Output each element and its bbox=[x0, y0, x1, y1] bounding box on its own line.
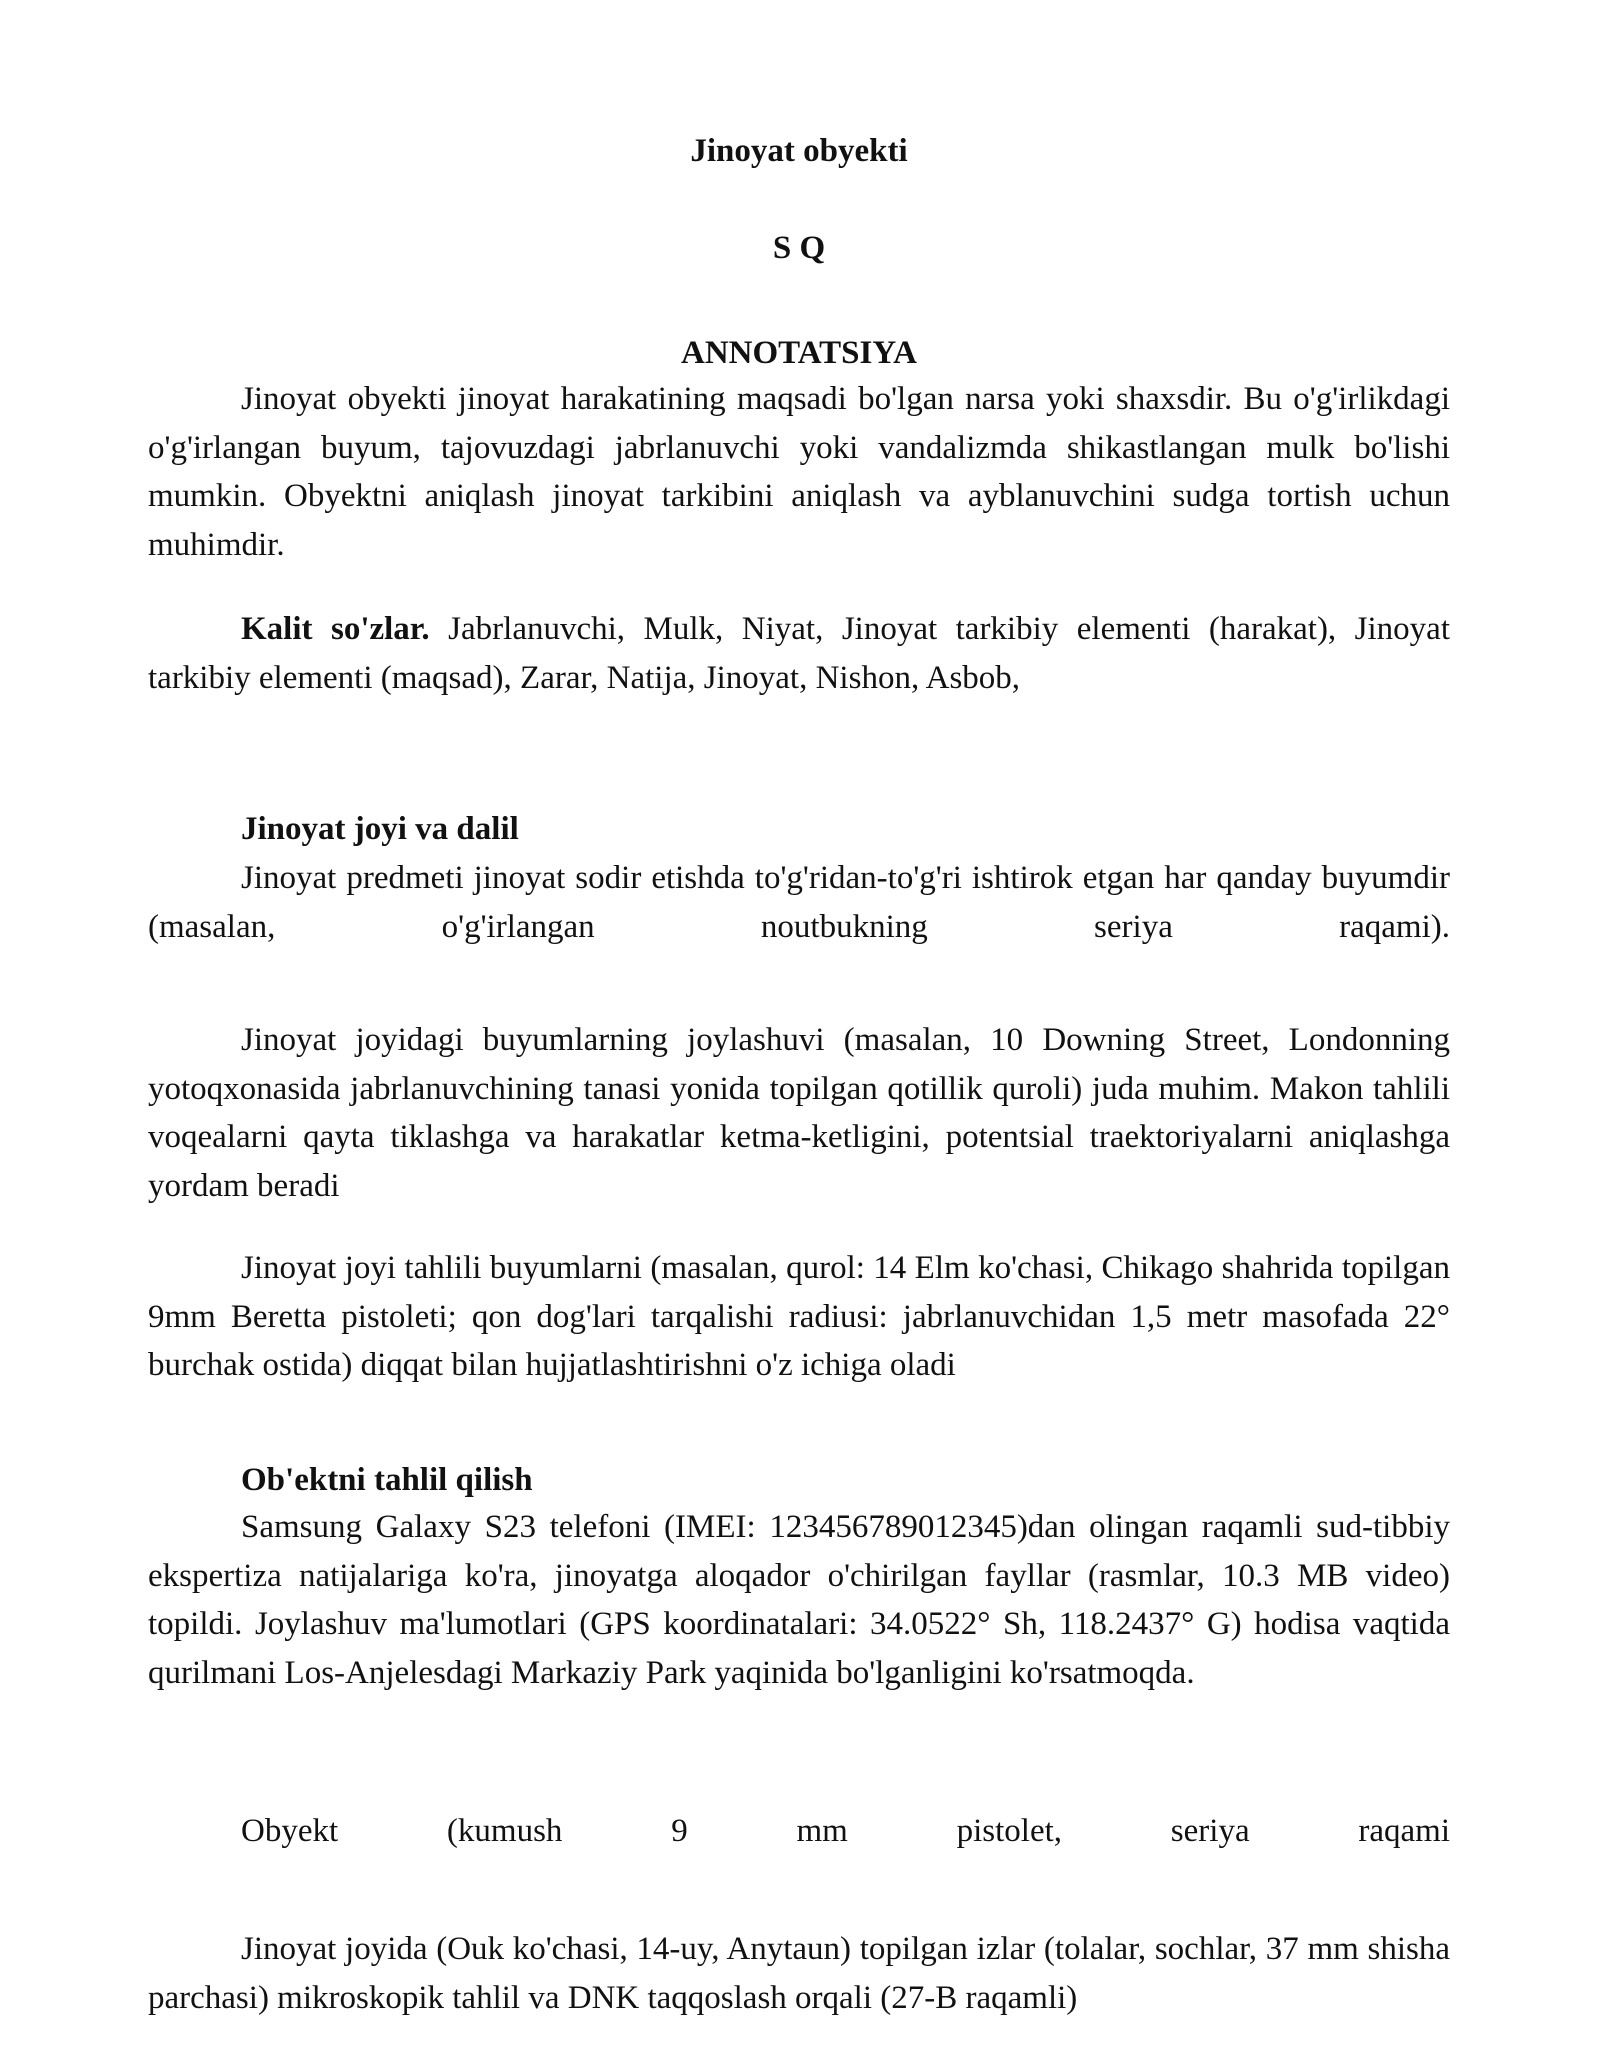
section2-paragraph-2: Obyekt (kumush 9 mm pistolet, seriya raqami bbox=[241, 1813, 1450, 1849]
annotation-heading: ANNOTATSIYA bbox=[681, 335, 917, 371]
section-heading-crime-scene: Jinoyat joyi va dalil bbox=[241, 811, 519, 847]
section1-paragraph-2: Jinoyat joyidagi buyumlarning joylashuvi (masalan, 10 Downing Street, Londonning yotoqxonasida jabrlanuvchining tanasi yonida topilgan qotillik quroli) juda muhim. Makon tahlili voqealarni qayta tiklashga va harakatlar ketma-ketligini, potentsial traektoriyalarni aniqlashga yordam beradi bbox=[148, 1022, 1450, 1204]
section1-paragraph-1: Jinoyat predmeti jinoyat sodir etishda to'g'ridan-to'g'ri ishtirok etgan har qanday buyumdir (masalan, o'g'irlangan noutbukning seriya raqami). bbox=[148, 860, 1450, 945]
keywords-text: Jabrlanuvchi, Mulk, Niyat, Jinoyat tarkibiy elementi (harakat), Jinoyat tarkibiy elementi (maqsad), Zarar, Natija, Jinoyat, Nishon, Asbob, bbox=[148, 611, 1450, 696]
section-heading-object-analysis: Ob'ektni tahlil qilish bbox=[241, 1462, 533, 1498]
keywords-label: Kalit so'zlar. bbox=[241, 611, 430, 647]
authors: S Q bbox=[772, 230, 826, 266]
section2-paragraph-3: Jinoyat joyida (Ouk ko'chasi, 14-uy, Anytaun) topilgan izlar (tolalar, sochlar, 37 mm shisha parchasi) mikroskopik tahlil va DNK taqqoslash orqali (27-B raqamli) bbox=[148, 1931, 1450, 2016]
section2-paragraph-1: Samsung Galaxy S23 telefoni (IMEI: 123456789012345)dan olingan raqamli sud-tibbiy ekspertiza natijalariga ko'ra, jinoyatga aloqador o'chirilgan fayllar (rasmlar, 10.3 MB video) topildi. Joylashuv ma'lumotlari (GPS koordinatalari: 34.0522° Sh, 118.2437° G) hodisa vaqtida qurilmani Los-Anjelesdagi Markaziy Park yaqinida bo'lganligini ko'rsatmoqda. bbox=[148, 1509, 1450, 1691]
section1-paragraph-3: Jinoyat joyi tahlili buyumlarni (masalan, qurol: 14 Elm ko'chasi, Chikago shahrida topilgan 9mm Beretta pistoleti; qon dog'lari tarqalishi radiusi: jabrlanuvchidan 1,5 metr masofada 22° burchak ostida) diqqat bilan hujjatlashtirishni o'z ichiga oladi bbox=[148, 1250, 1450, 1383]
keywords bbox=[148, 605, 1450, 702]
document-title: Jinoyat obyekti bbox=[690, 133, 908, 169]
annotation-text: Jinoyat obyekti jinoyat harakatining maqsadi bo'lgan narsa yoki shaxsdir. Bu o'g'irlikdagi o'g'irlangan buyum, tajovuzdagi jabrlanuvchi yoki vandalizmda shikastlangan mulk bo'lishi mumkin. Obyektni aniqlash jinoyat tarkibini aniqlash va ayblanuvchini sudga tortish uchun muhimdir. bbox=[148, 381, 1450, 563]
